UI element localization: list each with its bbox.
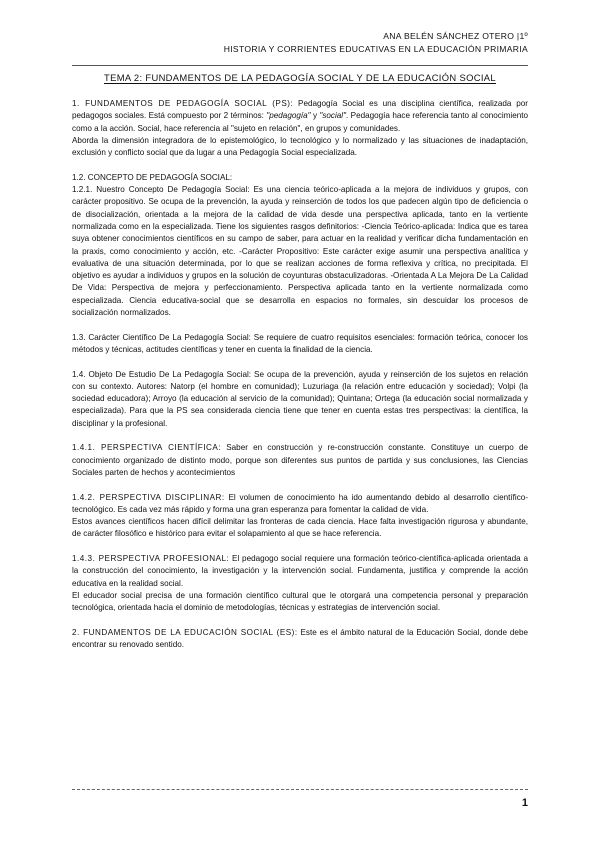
section-1-heading: 1. FUNDAMENTOS DE PEDAGOGÍA SOCIAL (PS): xyxy=(72,99,294,108)
section-1-3-body: 1.3. Carácter Científico De La Pedagogía Social: Se requiere de cuatro requisitos esenciales: formación teórica, conocer los métodos y técnicas, actitudes científicas y tener en cuenta la finalidad de la ciencia. xyxy=(72,332,528,354)
section-2-heading: 2. FUNDAMENTOS DE LA EDUCACIÓN SOCIAL (ES): xyxy=(72,627,298,637)
section-1-4-2-text: El volumen de conocimiento ha ido aumentando debido al desarrollo científico-tecnológico. Es cada vez más rápido y forma una gran esperanza para fomentar la calidad de vida. xyxy=(72,492,528,514)
document-title: TEMA 2: FUNDAMENTOS DE LA PEDAGOGÍA SOCIAL Y DE LA EDUCACIÓN SOCIAL xyxy=(104,72,496,83)
section-1-4-1-paragraph xyxy=(72,442,528,479)
section-1-paragraph xyxy=(72,98,528,135)
section-1-4-1-heading: 1.4.1. PERSPECTIVA CIENTÍFICA: xyxy=(72,443,222,453)
section-2-paragraph xyxy=(72,627,528,652)
section-1-4-2-paragraph-2: Estos avances científicos hacen difícil delimitar las fronteras de cada ciencia. Hace falta investigación rigurosa y abundante, de carácter filosófico e histórico para evitar el solapamiento al que se hace referencia. xyxy=(72,517,528,539)
section-1-4-2-paragraph xyxy=(72,492,528,517)
section-1-4-body: 1.4. Objeto De Estudio De La Pedagogía Social: Se ocupa de la prevención, ayuda y reinserción de los sujetos en relación con su contexto. Autores: Natorp (el hombre en comunidad); Luzuriaga (la relación entre educación y sociedad); Volpi (la sociedad educadora); Arroyo (la educación al servicio de la comunidad); Quintana; Ortega (la educación social normalizada y especializada). Para que la PS sea considerada ciencia tiene que tener en cuenta estas tres perspectivas: la científica, la disciplinar y la profesional. xyxy=(72,369,528,428)
term-pedagogia: "pedagogía" xyxy=(266,111,311,121)
header-course: HISTORIA Y CORRIENTES EDUCATIVAS EN LA EDUCACIÓN PRIMARIA xyxy=(223,44,528,54)
section-1-text-a: Pedagogía Social es una disciplina científica, realizada por pedagogos sociales. Está compuesto por 2 términos: xyxy=(72,99,528,121)
section-2-text: Este es el ámbito natural de la Educación Social, donde debe encontrar su renovado sentido. xyxy=(72,627,528,650)
section-1-4-2-heading: 1.4.2. PERSPECTIVA DISCIPLINAR: xyxy=(72,492,225,502)
page-header xyxy=(224,30,528,56)
footer-divider xyxy=(72,789,528,790)
section-1-text-b: . Pedagogía hace referencia tanto al conocimiento como a la acción. Social, hace referencia al "sujeto en relación", en grupos y comunidades. xyxy=(72,111,529,133)
page-number: 1 xyxy=(521,797,528,809)
section-1-4-3-paragraph xyxy=(72,553,528,590)
section-1-4-3-text: El pedagogo social requiere una formación teórico-científica-aplicada orientada a la construcción del conocimiento, la investigación y la intervención social. Fundamenta, justifica y comprende la acción educativa en la realidad social. xyxy=(72,553,528,588)
header-author: ANA BELÉN SÁNCHEZ OTERO |1º xyxy=(383,31,528,41)
header-divider xyxy=(72,65,528,66)
section-1-4-3-paragraph-2: El educador social precisa de una formación científico cultural que le otorgará una competencia personal y preparación tecnológica, orientada hacia el dominio de metodologías, técnicas y estrategias de intervención social. xyxy=(72,590,528,613)
section-1-4-1-text: Saber en construcción y re-construcción constante. Constituye un cuerpo de conocimiento organizado de distinto modo, porque son diferentes sus puntos de partida y sus conclusiones, las Ciencias Sociales parten de hechos y acontecimientos xyxy=(72,443,528,477)
section-1-text-and: y xyxy=(310,111,320,121)
term-social: "social" xyxy=(319,111,346,121)
section-1-4-3-heading: 1.4.3. PERSPECTIVA PROFESIONAL: xyxy=(72,553,230,563)
document-body xyxy=(72,98,528,651)
section-1-paragraph-2: Aborda la dimensión integradora de lo epistemológico, lo tecnológico y lo normalizado y las situaciones de inadaptación, exclusión y conflicto social que da lugar a una Pedagogía Social especializada. xyxy=(72,135,528,158)
section-1-2-heading: 1.2. CONCEPTO DE PEDAGOGÍA SOCIAL: xyxy=(72,172,233,182)
section-1-2-body: 1.2.1. Nuestro Concepto De Pedagogía Social: Es una ciencia teórico-aplicada a la mejora de individuos y grupos, con carácter propositivo. Se ocupa de la prevención, la ayuda y reinserción de todos los que padecen algún tipo de deficiencia o de disocialización, orientada a la mejora de la calidad de vida desde una perspectiva aplicada, tanto en la vertiente normalizada como en la especializada. Tiene los siguientes rasgos definitorios: -Ciencia Teórico-aplicada: Indica que es tarea suya obtener conocimientos científicos en su campo de saber, para actuar en la realidad y verificar dicha fundamentación en la praxis, como conocimiento y acción, etc. -Carácter Propositivo: Este carácter exige asumir una perspectiva analítica y evaluativa de una situación determinada, por lo que se realizan acciones de forma reflexiva y crítica, no precipitada. El objetivo es ayudar a individuos y grupos en la solución de coyunturas obstaculizadoras. -Orientada A La Mejora De La Calidad De Vida: Perspectiva de mejora y perfeccionamiento. Perspectiva aplicada tanto en la vertiente normalizada como especializada. Ciencia educativa-social que se desarrolla en espacios no formales, sin descuidar los procesos de socialización normalizados. xyxy=(72,185,528,318)
